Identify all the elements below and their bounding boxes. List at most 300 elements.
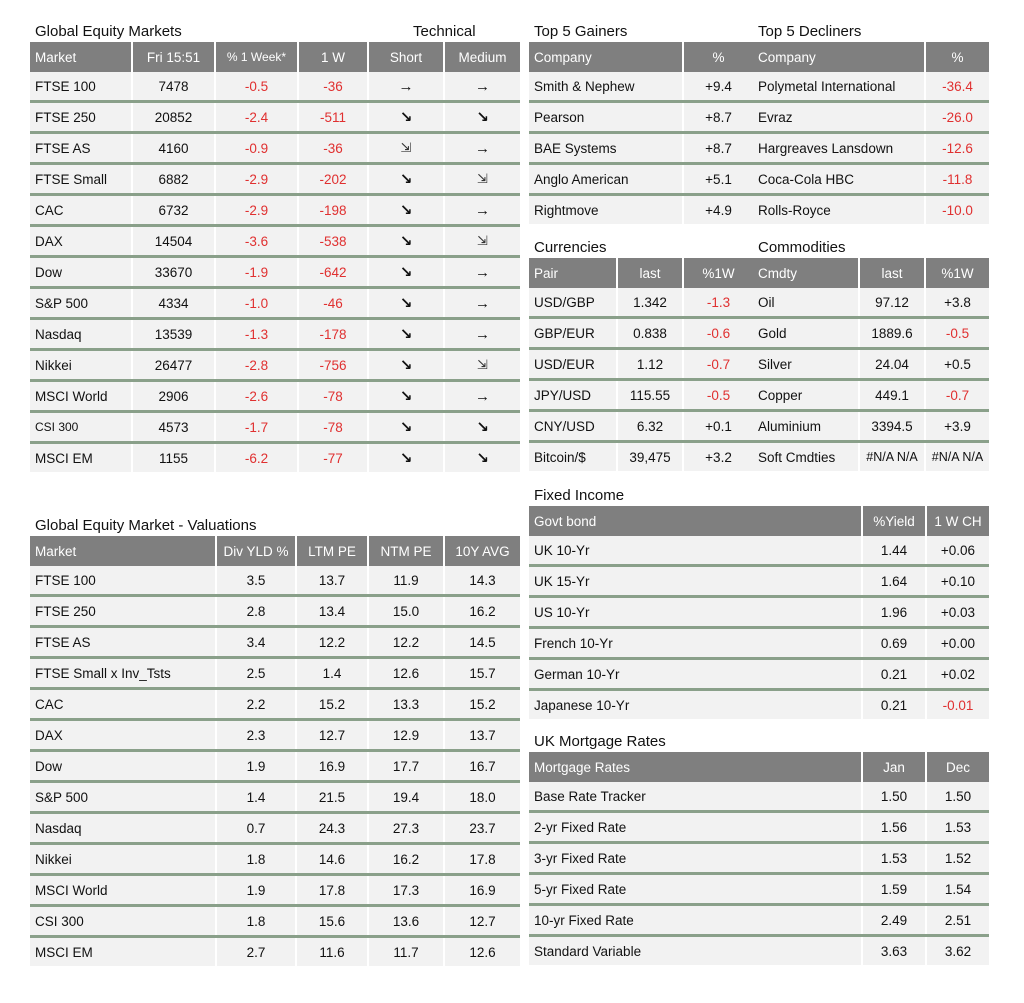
commodities-last-cell: 97.12 bbox=[859, 288, 925, 318]
equity-price-cell: 33670 bbox=[132, 257, 215, 288]
table-row bbox=[30, 813, 520, 844]
fixed-income-header-1: %Yield bbox=[862, 506, 926, 536]
medium-trend-cell bbox=[444, 381, 520, 412]
commodities-w-cell: #N/A N/A bbox=[925, 442, 989, 472]
currencies-section bbox=[529, 258, 753, 471]
arrow-right-icon: → bbox=[475, 387, 490, 405]
valuations-market-cell: FTSE Small x Inv_Tsts bbox=[30, 658, 216, 689]
commodities-last-cell: 3394.5 bbox=[859, 411, 925, 442]
table-row bbox=[529, 442, 753, 472]
commodities-section bbox=[753, 258, 989, 471]
gainers-company-cell: Smith & Nephew bbox=[529, 72, 683, 102]
fixed-income-yield-cell: 1.96 bbox=[862, 597, 926, 628]
valuations-ltm-cell: 12.7 bbox=[296, 720, 368, 751]
commodities-w-cell: -0.5 bbox=[925, 318, 989, 349]
table-row bbox=[30, 412, 520, 443]
fixed-income-yield-cell: 0.69 bbox=[862, 628, 926, 659]
currencies-last-cell: 1.342 bbox=[617, 288, 683, 318]
valuations-div-cell: 3.5 bbox=[216, 566, 296, 596]
arrow-down-right-icon: ↘ bbox=[399, 233, 413, 250]
table-row bbox=[529, 102, 753, 133]
table-row bbox=[529, 72, 753, 102]
table-row bbox=[30, 627, 520, 658]
valuations-ntm-cell: 12.2 bbox=[368, 627, 444, 658]
valuations-ltm-cell: 24.3 bbox=[296, 813, 368, 844]
table-row bbox=[30, 720, 520, 751]
currencies-w-cell: -0.6 bbox=[683, 318, 753, 349]
fixed-income-section bbox=[529, 506, 989, 719]
short-trend-cell bbox=[368, 257, 444, 288]
table-row bbox=[529, 812, 989, 843]
decliners-company-cell: Evraz bbox=[753, 102, 925, 133]
equity-price-cell: 13539 bbox=[132, 319, 215, 350]
equity-w-cell: -756 bbox=[298, 350, 368, 381]
arrow-right-icon: → bbox=[398, 77, 414, 95]
equity-pct-cell: -2.9 bbox=[215, 164, 298, 195]
table-row bbox=[30, 906, 520, 937]
equity-pct-cell: -3.6 bbox=[215, 226, 298, 257]
currencies-pair-cell: JPY/USD bbox=[529, 380, 617, 411]
table-row bbox=[30, 566, 520, 596]
commodities-table bbox=[753, 258, 989, 471]
gainers-company-cell: Pearson bbox=[529, 102, 683, 133]
currencies-w-cell: +0.1 bbox=[683, 411, 753, 442]
gainers-company-cell: Anglo American bbox=[529, 164, 683, 195]
gainers-pct-cell: +4.9 bbox=[683, 195, 753, 225]
arrow-down-right-icon: ↘ bbox=[399, 264, 413, 281]
table-row bbox=[529, 843, 989, 874]
equity-market-cell: FTSE Small bbox=[30, 164, 132, 195]
equity-pct-cell: -6.2 bbox=[215, 443, 298, 473]
valuations-section bbox=[30, 536, 520, 966]
medium-trend-cell bbox=[444, 133, 520, 164]
currencies-last-cell: 1.12 bbox=[617, 349, 683, 380]
equity-w-cell: -511 bbox=[298, 102, 368, 133]
gainers-section bbox=[529, 42, 753, 224]
arrow-right-icon: → bbox=[475, 263, 490, 281]
commodities-w-cell: -0.7 bbox=[925, 380, 989, 411]
medium-trend-cell bbox=[444, 102, 520, 133]
fixed-income-yield-cell: 1.64 bbox=[862, 566, 926, 597]
valuations-ltm-cell: 15.6 bbox=[296, 906, 368, 937]
valuations-header-0: Market bbox=[30, 536, 216, 566]
mortgage-jan-cell: 1.56 bbox=[862, 812, 926, 843]
equity-price-cell: 26477 bbox=[132, 350, 215, 381]
equity-w-cell: -642 bbox=[298, 257, 368, 288]
table-row bbox=[30, 288, 520, 319]
gainers-company-cell: BAE Systems bbox=[529, 133, 683, 164]
gainers-pct-cell: +8.7 bbox=[683, 133, 753, 164]
valuations-avg-cell: 23.7 bbox=[444, 813, 520, 844]
fixed-income-ch-cell: +0.02 bbox=[926, 659, 989, 690]
currencies-pair-cell: USD/EUR bbox=[529, 349, 617, 380]
decliners-header-1: % bbox=[925, 42, 989, 72]
commodities-header-2: %1W bbox=[925, 258, 989, 288]
arrow-down-right-icon: ↘ bbox=[399, 109, 413, 126]
equity-market-cell: MSCI World bbox=[30, 381, 132, 412]
valuations-div-cell: 1.9 bbox=[216, 875, 296, 906]
equity-pct-cell: -1.0 bbox=[215, 288, 298, 319]
equity-market-cell: DAX bbox=[30, 226, 132, 257]
commodities-name-cell: Aluminium bbox=[753, 411, 859, 442]
mortgage-dec-cell: 1.52 bbox=[926, 843, 989, 874]
currencies-title: Currencies bbox=[534, 239, 607, 256]
fixed-income-bond-cell: UK 10-Yr bbox=[529, 536, 862, 566]
valuations-market-cell: Nasdaq bbox=[30, 813, 216, 844]
equity-price-cell: 2906 bbox=[132, 381, 215, 412]
valuations-ltm-cell: 13.4 bbox=[296, 596, 368, 627]
currencies-header-2: %1W bbox=[683, 258, 753, 288]
short-trend-cell bbox=[368, 72, 444, 102]
mortgage-dec-cell: 2.51 bbox=[926, 905, 989, 936]
fixed-income-yield-cell: 0.21 bbox=[862, 690, 926, 720]
table-row bbox=[753, 164, 989, 195]
valuations-div-cell: 1.9 bbox=[216, 751, 296, 782]
table-row bbox=[30, 443, 520, 473]
short-trend-cell bbox=[368, 226, 444, 257]
table-row bbox=[529, 164, 753, 195]
equity-price-cell: 14504 bbox=[132, 226, 215, 257]
valuations-ltm-cell: 21.5 bbox=[296, 782, 368, 813]
table-row bbox=[529, 782, 989, 812]
equity-w-cell: -36 bbox=[298, 133, 368, 164]
table-row bbox=[529, 411, 753, 442]
equity-price-cell: 1155 bbox=[132, 443, 215, 473]
currencies-pair-cell: GBP/EUR bbox=[529, 318, 617, 349]
equity-w-cell: -78 bbox=[298, 412, 368, 443]
medium-trend-cell bbox=[444, 412, 520, 443]
valuations-ntm-cell: 17.7 bbox=[368, 751, 444, 782]
equity-pct-cell: -2.4 bbox=[215, 102, 298, 133]
fixed-income-bond-cell: French 10-Yr bbox=[529, 628, 862, 659]
commodities-last-cell: 449.1 bbox=[859, 380, 925, 411]
short-trend-cell bbox=[368, 319, 444, 350]
table-row bbox=[753, 72, 989, 102]
medium-trend-cell bbox=[444, 350, 520, 381]
table-row bbox=[30, 72, 520, 102]
valuations-ntm-cell: 13.6 bbox=[368, 906, 444, 937]
fixed-income-title: Fixed Income bbox=[534, 487, 625, 504]
valuations-div-cell: 0.7 bbox=[216, 813, 296, 844]
currencies-header-1: last bbox=[617, 258, 683, 288]
medium-trend-cell bbox=[444, 257, 520, 288]
table-row bbox=[753, 318, 989, 349]
currencies-w-cell: -0.7 bbox=[683, 349, 753, 380]
table-row bbox=[30, 350, 520, 381]
equity-w-cell: -78 bbox=[298, 381, 368, 412]
equity-price-cell: 20852 bbox=[132, 102, 215, 133]
valuations-market-cell: FTSE AS bbox=[30, 627, 216, 658]
valuations-ntm-cell: 12.9 bbox=[368, 720, 444, 751]
table-row bbox=[529, 659, 989, 690]
valuations-ntm-cell: 15.0 bbox=[368, 596, 444, 627]
equity-market-cell: MSCI EM bbox=[30, 443, 132, 473]
table-row bbox=[30, 102, 520, 133]
equity-header-5: Medium bbox=[444, 42, 520, 72]
table-row bbox=[529, 288, 753, 318]
commodities-name-cell: Oil bbox=[753, 288, 859, 318]
valuations-avg-cell: 15.2 bbox=[444, 689, 520, 720]
table-row bbox=[529, 566, 989, 597]
gainers-table bbox=[529, 42, 753, 224]
table-row bbox=[30, 782, 520, 813]
mortgage-jan-cell: 1.59 bbox=[862, 874, 926, 905]
table-row bbox=[753, 133, 989, 164]
valuations-avg-cell: 16.2 bbox=[444, 596, 520, 627]
valuations-table bbox=[30, 536, 520, 966]
gainers-company-cell: Rightmove bbox=[529, 195, 683, 225]
decliners-section bbox=[753, 42, 989, 224]
valuations-div-cell: 1.4 bbox=[216, 782, 296, 813]
currencies-w-cell: -0.5 bbox=[683, 380, 753, 411]
equity-price-cell: 6732 bbox=[132, 195, 215, 226]
arrow-right-icon: → bbox=[475, 139, 490, 157]
decliners-pct-cell: -36.4 bbox=[925, 72, 989, 102]
valuations-market-cell: FTSE 250 bbox=[30, 596, 216, 627]
arrow-down-right-icon: ↘ bbox=[399, 295, 413, 312]
table-row bbox=[529, 195, 753, 225]
valuations-avg-cell: 18.0 bbox=[444, 782, 520, 813]
currencies-last-cell: 6.32 bbox=[617, 411, 683, 442]
equity-pct-cell: -2.6 bbox=[215, 381, 298, 412]
technical-title: Technical bbox=[413, 23, 476, 40]
table-row bbox=[529, 380, 753, 411]
valuations-ltm-cell: 14.6 bbox=[296, 844, 368, 875]
valuations-ltm-cell: 12.2 bbox=[296, 627, 368, 658]
valuations-avg-cell: 14.3 bbox=[444, 566, 520, 596]
table-row bbox=[753, 195, 989, 225]
valuations-div-cell: 2.2 bbox=[216, 689, 296, 720]
equity-price-cell: 4160 bbox=[132, 133, 215, 164]
mortgage-name-cell: 3-yr Fixed Rate bbox=[529, 843, 862, 874]
equity-w-cell: -198 bbox=[298, 195, 368, 226]
equity-pct-cell: -0.9 bbox=[215, 133, 298, 164]
table-row bbox=[30, 844, 520, 875]
outline-arrow-down-right-icon: ⇲ bbox=[477, 357, 488, 372]
valuations-ntm-cell: 19.4 bbox=[368, 782, 444, 813]
table-row bbox=[753, 102, 989, 133]
table-row bbox=[30, 937, 520, 967]
mortgage-name-cell: 2-yr Fixed Rate bbox=[529, 812, 862, 843]
valuations-ltm-cell: 11.6 bbox=[296, 937, 368, 967]
valuations-title: Global Equity Market - Valuations bbox=[35, 517, 257, 534]
valuations-market-cell: MSCI EM bbox=[30, 937, 216, 967]
fixed-income-bond-cell: UK 15-Yr bbox=[529, 566, 862, 597]
equity-pct-cell: -0.5 bbox=[215, 72, 298, 102]
valuations-ltm-cell: 13.7 bbox=[296, 566, 368, 596]
short-trend-cell bbox=[368, 443, 444, 473]
valuations-ntm-cell: 27.3 bbox=[368, 813, 444, 844]
table-row bbox=[30, 257, 520, 288]
short-trend-cell bbox=[368, 350, 444, 381]
valuations-market-cell: DAX bbox=[30, 720, 216, 751]
table-row bbox=[529, 133, 753, 164]
equity-market-cell: CSI 300 bbox=[30, 412, 132, 443]
currencies-pair-cell: CNY/USD bbox=[529, 411, 617, 442]
medium-trend-cell bbox=[444, 319, 520, 350]
short-trend-cell bbox=[368, 412, 444, 443]
table-row bbox=[30, 689, 520, 720]
valuations-ltm-cell: 17.8 bbox=[296, 875, 368, 906]
mortgage-dec-cell: 1.50 bbox=[926, 782, 989, 812]
mortgage-name-cell: 5-yr Fixed Rate bbox=[529, 874, 862, 905]
arrow-right-icon: → bbox=[475, 201, 490, 219]
valuations-ntm-cell: 17.3 bbox=[368, 875, 444, 906]
currencies-table bbox=[529, 258, 753, 471]
short-trend-cell bbox=[368, 288, 444, 319]
valuations-div-cell: 2.5 bbox=[216, 658, 296, 689]
fixed-income-header-2: 1 W CH bbox=[926, 506, 989, 536]
valuations-header-3: NTM PE bbox=[368, 536, 444, 566]
equity-w-cell: -178 bbox=[298, 319, 368, 350]
equity-market-cell: CAC bbox=[30, 195, 132, 226]
equity-price-cell: 7478 bbox=[132, 72, 215, 102]
equity-pct-cell: -1.3 bbox=[215, 319, 298, 350]
table-row bbox=[30, 195, 520, 226]
mortgage-header-2: Dec bbox=[926, 752, 989, 782]
arrow-right-icon: → bbox=[475, 294, 490, 312]
valuations-header-4: 10Y AVG bbox=[444, 536, 520, 566]
commodities-last-cell: 1889.6 bbox=[859, 318, 925, 349]
equity-market-cell: Nasdaq bbox=[30, 319, 132, 350]
currencies-w-cell: +3.2 bbox=[683, 442, 753, 472]
medium-trend-cell bbox=[444, 226, 520, 257]
valuations-div-cell: 2.3 bbox=[216, 720, 296, 751]
outline-arrow-down-right-icon: ⇲ bbox=[400, 140, 412, 155]
equity-pct-cell: -2.9 bbox=[215, 195, 298, 226]
equity-price-cell: 6882 bbox=[132, 164, 215, 195]
valuations-avg-cell: 15.7 bbox=[444, 658, 520, 689]
medium-trend-cell bbox=[444, 164, 520, 195]
valuations-avg-cell: 12.7 bbox=[444, 906, 520, 937]
outline-arrow-down-right-icon: ⇲ bbox=[477, 233, 488, 248]
arrow-right-icon: → bbox=[475, 325, 490, 343]
arrow-down-right-icon: ↘ bbox=[399, 357, 413, 374]
mortgage-name-cell: 10-yr Fixed Rate bbox=[529, 905, 862, 936]
equity-header-0: Market bbox=[30, 42, 132, 72]
currencies-header-0: Pair bbox=[529, 258, 617, 288]
decliners-company-cell: Rolls-Royce bbox=[753, 195, 925, 225]
currencies-last-cell: 39,475 bbox=[617, 442, 683, 472]
valuations-div-cell: 3.4 bbox=[216, 627, 296, 658]
equity-header-3: 1 W bbox=[298, 42, 368, 72]
arrow-down-right-icon: ↘ bbox=[399, 171, 413, 188]
fixed-income-ch-cell: +0.06 bbox=[926, 536, 989, 566]
table-row bbox=[30, 751, 520, 782]
valuations-header-2: LTM PE bbox=[296, 536, 368, 566]
gainers-title: Top 5 Gainers bbox=[534, 23, 628, 40]
commodities-name-cell: Copper bbox=[753, 380, 859, 411]
commodities-w-cell: +0.5 bbox=[925, 349, 989, 380]
commodities-name-cell: Gold bbox=[753, 318, 859, 349]
arrow-down-right-icon: ↘ bbox=[399, 419, 413, 436]
equity-price-cell: 4334 bbox=[132, 288, 215, 319]
equity-w-cell: -538 bbox=[298, 226, 368, 257]
short-trend-cell bbox=[368, 133, 444, 164]
arrow-down-right-icon: ↘ bbox=[476, 109, 489, 126]
fixed-income-ch-cell: +0.10 bbox=[926, 566, 989, 597]
decliners-pct-cell: -12.6 bbox=[925, 133, 989, 164]
mortgage-jan-cell: 3.63 bbox=[862, 936, 926, 966]
gainers-header-1: % bbox=[683, 42, 753, 72]
mortgage-title: UK Mortgage Rates bbox=[534, 733, 666, 750]
commodities-last-cell: #N/A N/A bbox=[859, 442, 925, 472]
valuations-market-cell: MSCI World bbox=[30, 875, 216, 906]
arrow-down-right-icon: ↘ bbox=[476, 450, 489, 467]
commodities-header-0: Cmdty bbox=[753, 258, 859, 288]
currencies-pair-cell: USD/GBP bbox=[529, 288, 617, 318]
valuations-div-cell: 2.7 bbox=[216, 937, 296, 967]
valuations-ntm-cell: 11.9 bbox=[368, 566, 444, 596]
gainers-pct-cell: +9.4 bbox=[683, 72, 753, 102]
fixed-income-bond-cell: German 10-Yr bbox=[529, 659, 862, 690]
currencies-w-cell: -1.3 bbox=[683, 288, 753, 318]
decliners-title: Top 5 Decliners bbox=[758, 23, 862, 40]
short-trend-cell bbox=[368, 195, 444, 226]
decliners-company-cell: Polymetal International bbox=[753, 72, 925, 102]
table-row bbox=[753, 288, 989, 318]
valuations-ntm-cell: 13.3 bbox=[368, 689, 444, 720]
valuations-avg-cell: 16.7 bbox=[444, 751, 520, 782]
mortgage-dec-cell: 1.54 bbox=[926, 874, 989, 905]
arrow-down-right-icon: ↘ bbox=[399, 388, 413, 405]
valuations-ntm-cell: 16.2 bbox=[368, 844, 444, 875]
medium-trend-cell bbox=[444, 288, 520, 319]
short-trend-cell bbox=[368, 381, 444, 412]
outline-arrow-down-right-icon: ⇲ bbox=[477, 171, 488, 186]
valuations-market-cell: Dow bbox=[30, 751, 216, 782]
valuations-avg-cell: 13.7 bbox=[444, 720, 520, 751]
equity-w-cell: -46 bbox=[298, 288, 368, 319]
equity-market-cell: FTSE AS bbox=[30, 133, 132, 164]
valuations-avg-cell: 17.8 bbox=[444, 844, 520, 875]
short-trend-cell bbox=[368, 164, 444, 195]
table-row bbox=[529, 905, 989, 936]
equity-section bbox=[30, 42, 520, 472]
commodities-name-cell: Soft Cmdties bbox=[753, 442, 859, 472]
commodities-header-1: last bbox=[859, 258, 925, 288]
table-row bbox=[30, 319, 520, 350]
currencies-pair-cell: Bitcoin/$ bbox=[529, 442, 617, 472]
decliners-company-cell: Hargreaves Lansdown bbox=[753, 133, 925, 164]
valuations-header-1: Div YLD % bbox=[216, 536, 296, 566]
equity-pct-cell: -2.8 bbox=[215, 350, 298, 381]
fixed-income-ch-cell: +0.00 bbox=[926, 628, 989, 659]
equity-pct-cell: -1.9 bbox=[215, 257, 298, 288]
valuations-avg-cell: 12.6 bbox=[444, 937, 520, 967]
commodities-w-cell: +3.8 bbox=[925, 288, 989, 318]
table-row bbox=[529, 690, 989, 720]
arrow-down-right-icon: ↘ bbox=[399, 450, 413, 467]
equity-table bbox=[30, 42, 520, 472]
table-row bbox=[529, 874, 989, 905]
table-row bbox=[30, 875, 520, 906]
table-row bbox=[753, 411, 989, 442]
fixed-income-yield-cell: 1.44 bbox=[862, 536, 926, 566]
equity-w-cell: -77 bbox=[298, 443, 368, 473]
equity-header-4: Short bbox=[368, 42, 444, 72]
fixed-income-bond-cell: US 10-Yr bbox=[529, 597, 862, 628]
fixed-income-header-0: Govt bond bbox=[529, 506, 862, 536]
valuations-div-cell: 1.8 bbox=[216, 844, 296, 875]
mortgage-section bbox=[529, 752, 989, 965]
equity-w-cell: -202 bbox=[298, 164, 368, 195]
mortgage-table bbox=[529, 752, 989, 965]
valuations-market-cell: Nikkei bbox=[30, 844, 216, 875]
decliners-pct-cell: -11.8 bbox=[925, 164, 989, 195]
fixed-income-ch-cell: -0.01 bbox=[926, 690, 989, 720]
commodities-last-cell: 24.04 bbox=[859, 349, 925, 380]
